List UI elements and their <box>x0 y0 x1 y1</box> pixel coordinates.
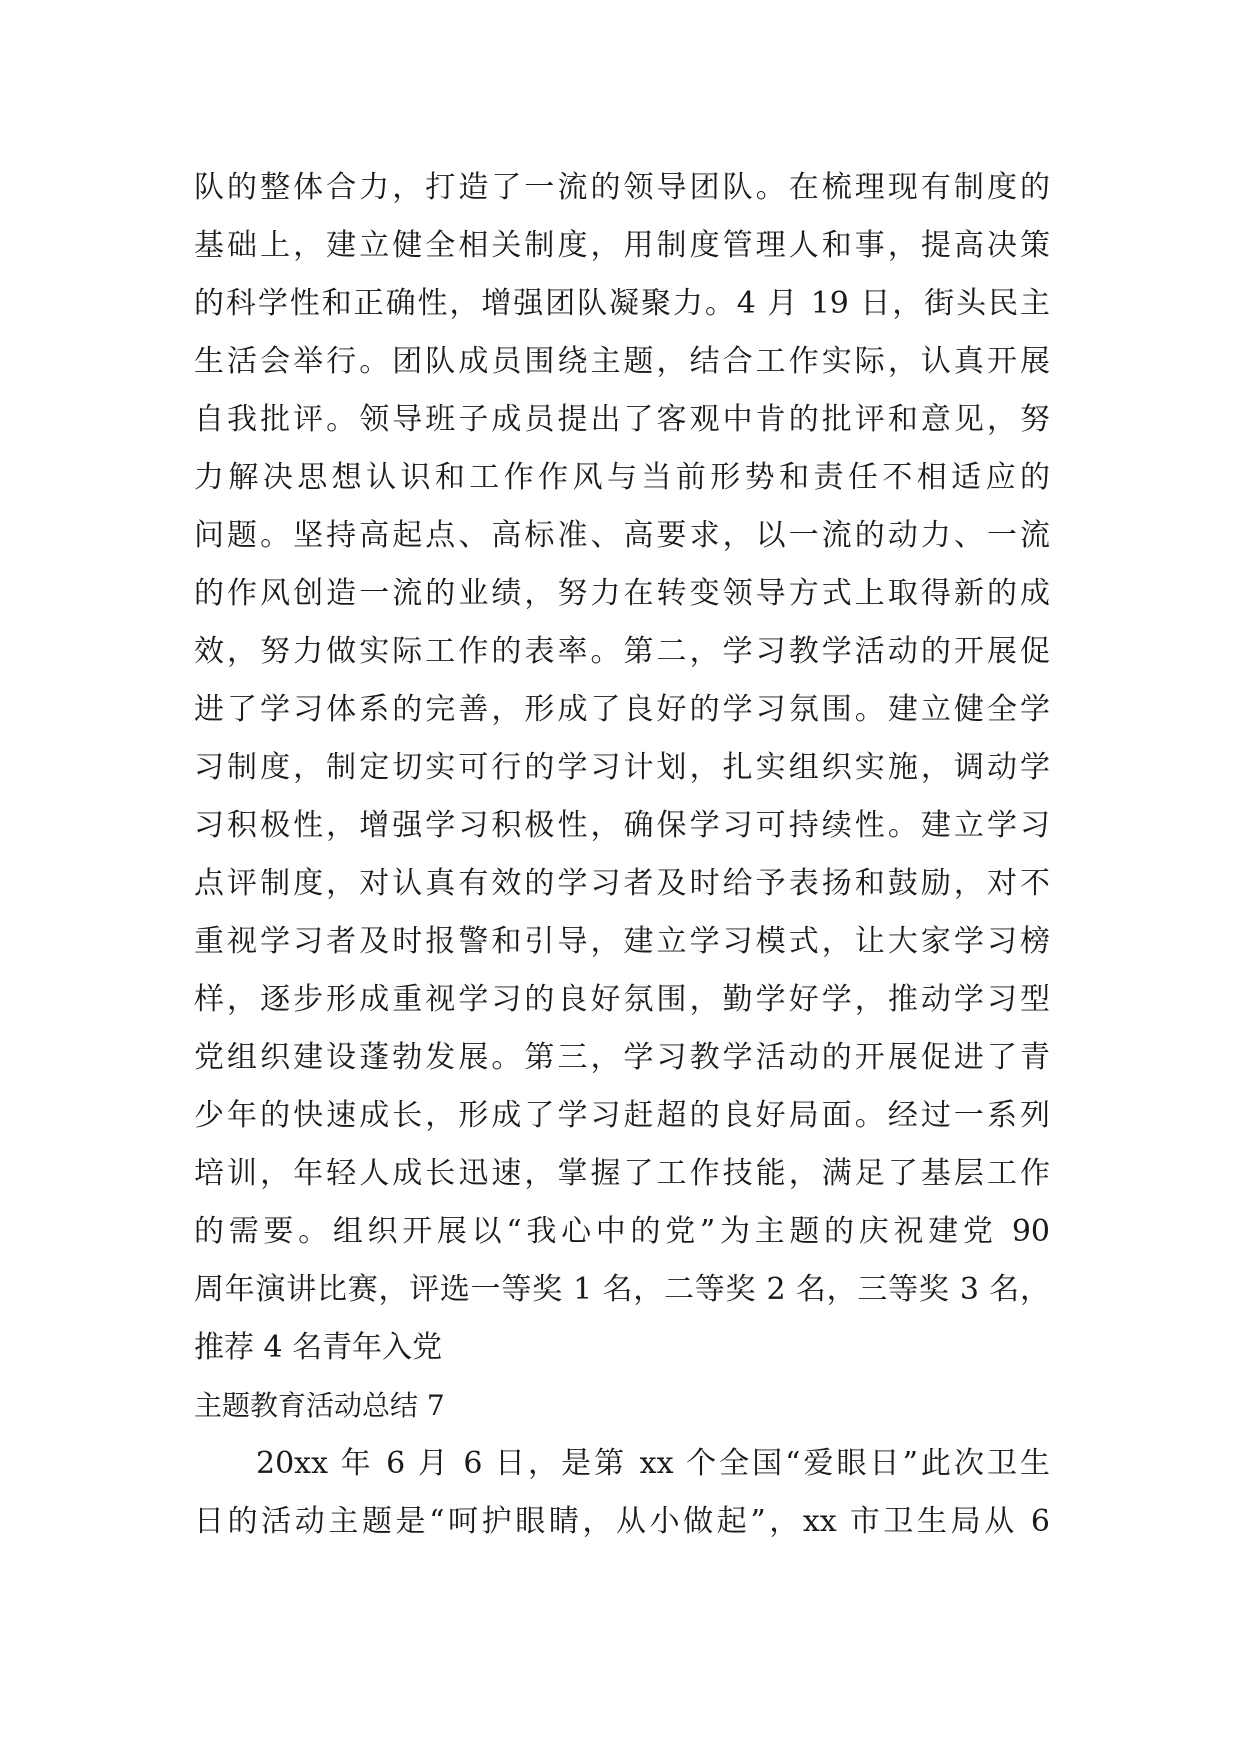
paragraph-line: 习制度，制定切实可行的学习计划，扎实组织实施，调动学 <box>194 750 1050 785</box>
paragraph-line: 的作风创造一流的业绩，努力在转变领导方式上取得新的成 <box>194 576 1050 611</box>
paragraph-line: 党组织建设蓬勃发展。第三，学习教学活动的开展促进了青 <box>194 1040 1050 1075</box>
paragraph-line: 效，努力做实际工作的表率。第二，学习教学活动的开展促 <box>194 634 1050 669</box>
paragraph-line: 力解决思想认识和工作作风与当前形势和责任不相适应的 <box>194 460 1050 495</box>
paragraph-line: 20xx 年 6 月 6 日，是第 xx 个全国“爱眼日”此次卫生 <box>256 1446 1050 1481</box>
paragraph-line: 重视学习者及时报警和引导，建立学习模式，让大家学习榜 <box>194 924 1050 959</box>
paragraph-line: 生活会举行。团队成员围绕主题，结合工作实际，认真开展 <box>194 344 1050 379</box>
paragraph-line: 点评制度，对认真有效的学习者及时给予表扬和鼓励，对不 <box>194 866 1050 901</box>
paragraph-line: 少年的快速成长，形成了学习赶超的良好局面。经过一系列 <box>194 1098 1050 1133</box>
paragraph-line: 推荐 4 名青年入党 <box>194 1330 443 1365</box>
paragraph-line: 进了学习体系的完善，形成了良好的学习氛围。建立健全学 <box>194 692 1050 727</box>
paragraph-line: 样，逐步形成重视学习的良好氛围，勤学好学，推动学习型 <box>194 982 1050 1017</box>
section-heading: 主题教育活动总结 7 <box>194 1389 445 1422</box>
paragraph-line: 队的整体合力，打造了一流的领导团队。在梳理现有制度的 <box>194 170 1050 205</box>
paragraph-line: 习积极性，增强学习积极性，确保学习可持续性。建立学习 <box>194 808 1050 843</box>
paragraph-line: 周年演讲比赛，评选一等奖 1 名，二等奖 2 名，三等奖 3 名， <box>194 1272 1050 1307</box>
paragraph-line: 日的活动主题是“呵护眼睛，从小做起”，xx 市卫生局从 6 <box>194 1504 1050 1539</box>
paragraph-line: 的需要。组织开展以“我心中的党”为主题的庆祝建党 90 <box>194 1214 1050 1249</box>
paragraph-line: 的科学性和正确性，增强团队凝聚力。4 月 19 日，街头民主 <box>194 286 1050 321</box>
paragraph-line: 培训，年轻人成长迅速，掌握了工作技能，满足了基层工作 <box>194 1156 1050 1191</box>
paragraph-line: 自我批评。领导班子成员提出了客观中肯的批评和意见，努 <box>194 402 1050 437</box>
paragraph-line: 问题。坚持高起点、高标准、高要求，以一流的动力、一流 <box>194 518 1050 553</box>
paragraph-line: 基础上，建立健全相关制度，用制度管理人和事，提高决策 <box>194 228 1050 263</box>
